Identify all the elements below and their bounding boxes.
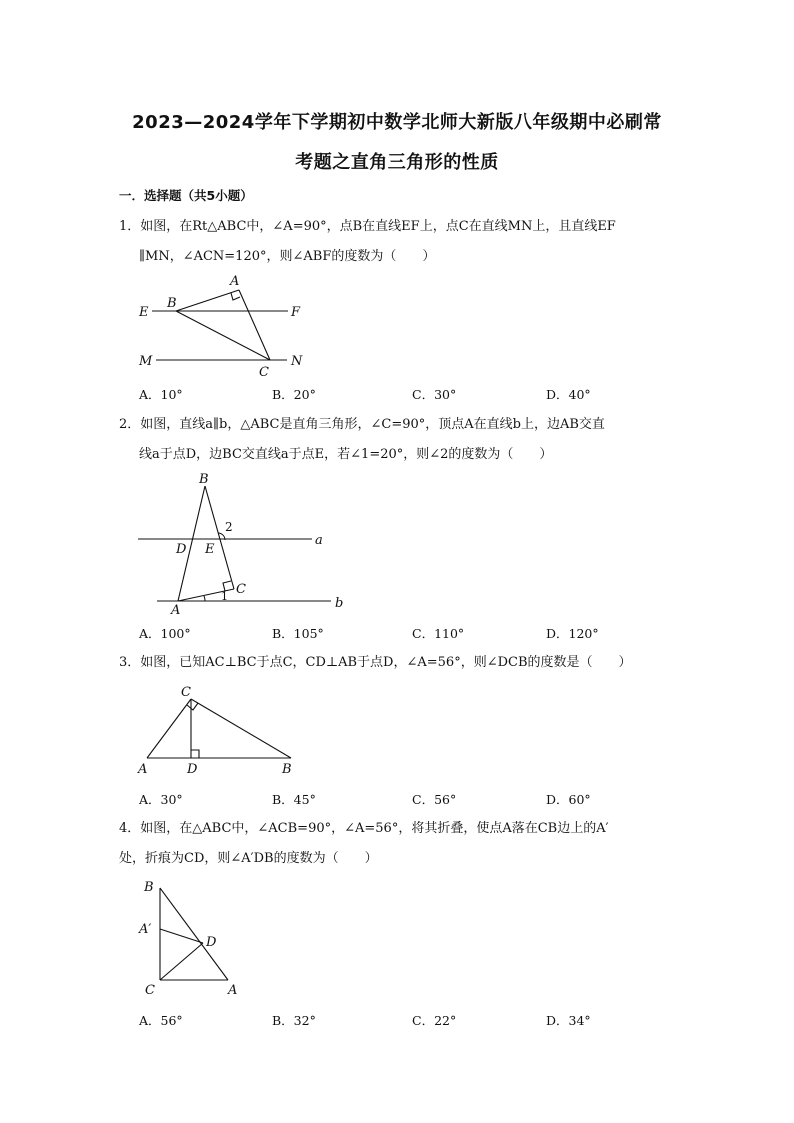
- label-d: D: [187, 762, 198, 777]
- label-d: D: [206, 935, 217, 950]
- q4-option-d[interactable]: D．34°: [546, 1013, 591, 1028]
- label-a: A: [171, 603, 181, 618]
- segment-ac: [239, 290, 270, 360]
- q4-option-b[interactable]: B．32°: [272, 1013, 316, 1028]
- question-2-line-2: 线a于点D，边BC交直线a于点E，若∠1=20°，则∠2的度数为（ ）: [139, 447, 553, 462]
- q1-option-a[interactable]: A．10°: [139, 387, 183, 402]
- question-1-line-2: ∥MN，∠ACN=120°，则∠ABF的度数为（ ）: [139, 249, 436, 264]
- figure-4: [138, 880, 237, 998]
- label-angle-2: 2: [225, 520, 233, 534]
- label-c: C: [145, 983, 155, 998]
- q2-option-c[interactable]: C．110°: [412, 626, 465, 641]
- label-m: M: [139, 354, 153, 369]
- segment-ba: [160, 888, 228, 980]
- segment-bc: [205, 486, 234, 589]
- segment-cb: [191, 699, 291, 758]
- label-f: F: [291, 305, 301, 320]
- q4-option-a[interactable]: A．56°: [139, 1013, 183, 1028]
- label-b: B: [199, 472, 209, 487]
- label-a-prime: A′: [139, 922, 152, 937]
- q1-option-d[interactable]: D．40°: [546, 387, 591, 402]
- question-4-line-1: 4．如图，在△ABC中，∠ACB=90°，∠A=56°，将其折叠，使点A落在CB边上的A′: [119, 821, 609, 836]
- angle-1-arc: [204, 596, 205, 601]
- segment-ac: [147, 699, 191, 758]
- label-d: D: [176, 542, 187, 557]
- question-3-line-1: 3．如图，已知AC⊥BC于点C，CD⊥AB于点D，∠A=56°，则∠DCB的度数是（ ）: [119, 655, 632, 670]
- right-angle-mark-d: [191, 750, 199, 758]
- figure-1: [138, 274, 303, 380]
- label-n: N: [291, 354, 303, 369]
- label-b: B: [282, 762, 292, 777]
- label-e: E: [139, 305, 149, 320]
- label-a-line: a: [315, 533, 323, 548]
- paper-title-line-1: 2023—2024学年下学期初中数学北师大新版八年级期中必刷常: [132, 112, 662, 133]
- q1-option-c[interactable]: C．30°: [412, 387, 457, 402]
- label-e: E: [205, 542, 215, 557]
- label-c: C: [236, 582, 246, 597]
- figure-3: [137, 685, 292, 777]
- right-angle-mark: [231, 293, 240, 300]
- right-angle-mark-c: [187, 703, 198, 710]
- segment-ba: [176, 290, 239, 311]
- segment-bc: [176, 311, 270, 360]
- fold-crease-cd: [160, 943, 203, 980]
- q3-option-b[interactable]: B．45°: [272, 792, 316, 807]
- label-b: B: [144, 880, 154, 895]
- figure-2: [138, 472, 343, 618]
- q2-option-a[interactable]: A．100°: [139, 626, 191, 641]
- segment-a-prime-d: [160, 929, 203, 943]
- q2-option-d[interactable]: D．120°: [546, 626, 599, 641]
- label-b-line: b: [335, 596, 344, 611]
- label-c: C: [259, 365, 269, 380]
- q3-option-c[interactable]: C．56°: [412, 792, 457, 807]
- question-1-line-1: 1．如图，在Rt△ABC中，∠A=90°，点B在直线EF上，点C在直线MN上，且直线EF: [119, 219, 616, 234]
- label-angle-1: 1: [221, 590, 228, 603]
- section-heading: 一．选择题（共5小题）: [119, 188, 253, 203]
- label-a: A: [230, 274, 240, 289]
- paper-title-line-2: 考题之直角三角形的性质: [295, 152, 499, 173]
- q1-option-b[interactable]: B．20°: [272, 387, 316, 402]
- q4-option-c[interactable]: C．22°: [412, 1013, 457, 1028]
- label-a: A: [138, 762, 148, 777]
- q2-option-b[interactable]: B．105°: [272, 626, 324, 641]
- q3-option-a[interactable]: A．30°: [139, 792, 183, 807]
- question-2-line-1: 2．如图，直线a∥b，△ABC是直角三角形，∠C=90°，顶点A在直线b上，边AB交直: [119, 417, 605, 432]
- label-b: B: [167, 296, 177, 311]
- label-c: C: [181, 685, 191, 700]
- question-4-line-2: 处，折痕为CD，则∠A′DB的度数为（ ）: [119, 851, 378, 866]
- label-a: A: [228, 983, 238, 998]
- q3-option-d[interactable]: D．60°: [546, 792, 591, 807]
